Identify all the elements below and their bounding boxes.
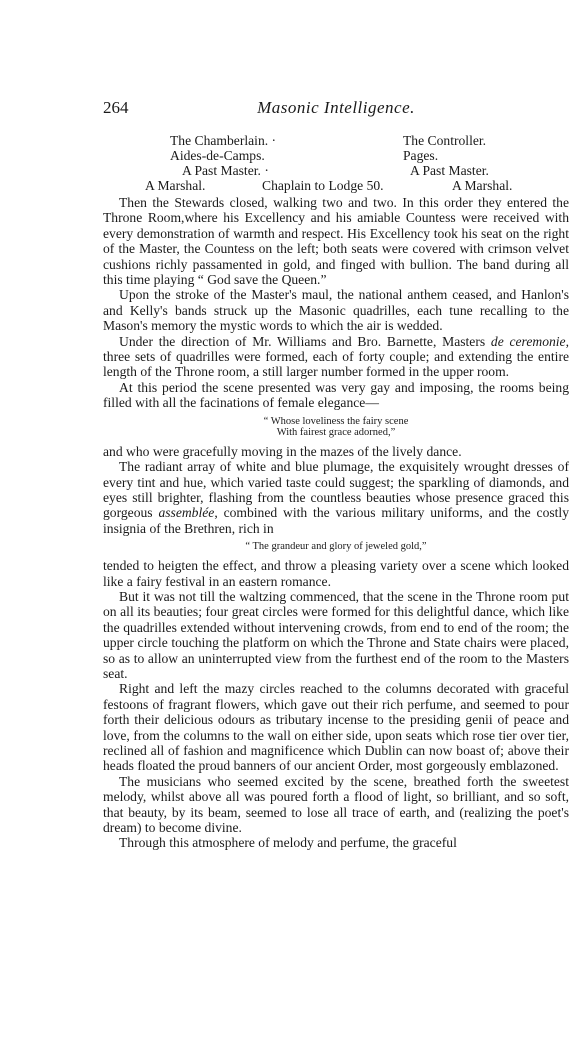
paragraph: Upon the stroke of the Master's maul, the national anthem ceased, and Hanlon's and Kelly's bands struck up the Masonic quadrilles, each tune recalling to the Mason's memory the mystic words to which the air is wedded.	[103, 287, 569, 334]
paragraph: and who were gracefully moving in the mazes of the lively dance.	[103, 443, 462, 459]
article-body	[103, 195, 569, 851]
verse-quote: “ Whose loveliness the fairy scene With fairest grace adorned,”	[263, 415, 409, 438]
verse-quote: “ The grandeur and glory of jeweled gold,”	[245, 541, 427, 553]
procession-center: Chaplain to Lodge 50.	[262, 178, 384, 193]
procession-right: The Controller.	[403, 133, 487, 148]
procession-right: A Marshal.	[452, 178, 513, 193]
procession-left: A Past Master. ·	[182, 163, 269, 178]
procession-left: The Chamberlain. ·	[170, 133, 277, 148]
paragraph: Through this atmosphere of melody and perfume, the graceful	[119, 835, 457, 851]
procession-row	[0, 178, 581, 195]
procession-left: A Marshal.	[145, 178, 206, 193]
running-title: Masonic Intelligence.	[257, 98, 415, 117]
paragraph: Under the direction of Mr. Williams and Bro. Barnette, Masters de ceremonie, three sets of quadrilles were formed, each of forty couple; and extending the entire length of the Throne room, a still larger number formed in the upper room.	[103, 333, 569, 380]
procession-left: Aides-de-Camps.	[170, 148, 265, 163]
procession-right: Pages.	[403, 148, 439, 163]
paragraph: The musicians who seemed excited by the scene, breathed forth the sweetest melody, whilst above all was poured forth a flood of light, so brilliant, and so soft, that beauty, by its beam, seemed to lose all trace of earth, and (realizing the poet's dream) to become divine.	[103, 773, 569, 836]
paragraph: Then the Stewards closed, walking two and two. In this order they entered the Throne Room,where his Excellency and his amiable Countess were received with every demonstration of warmth and respect. His Excellency took his seat on the right of the Master, the Countess on the left; both seats were covered with crimson velvet cushions richly passamented in gold, and finged with bullion. The band during all this time playing “ God save the Queen.”	[103, 195, 569, 288]
paragraph: The radiant array of white and blue plumage, the exquisitely wrought dresses of every tint and hue, which varied taste could suggest; the sparkling of diamonds, and eyes still brighter, flashing from the countless beauties whose presence graced this gorgeous assemblée, combined with the various military uniforms, and the costly insignia of the Brethren, rich in	[103, 459, 570, 536]
page-header	[103, 98, 569, 120]
page-number: 264	[103, 98, 129, 117]
italic-phrase: de ceremonie	[490, 333, 566, 349]
paragraph: Right and left the mazy circles reached to the columns decorated with graceful festoons of fragrant flowers, which gave out their rich perfume, and seemed to pour forth their delicious odours as tributary incense to the presiding genii of peace and love, from the columns to the wall on either side, upon seats which rose tier over tier, reclined all of fashion and magnificence which Dublin can now boast of; above their heads floated the proud banners of our ancient Order, most gorgeously emblazoned.	[103, 681, 569, 774]
paragraph: But it was not till the waltzing commenced, that the scene in the Throne room put on all its beauties; four great circles were formed for this delightful dance, which like the quadrilles extended without intervening crowds, from end to end of the room; the upper circle touching the platform on which the Throne and State chairs were placed, so as to allow an uninterrupted view from the furthest end of the room to the Masters seat.	[103, 588, 569, 681]
italic-word: assemblée	[158, 505, 215, 521]
paragraph: At this period the scene presented was very gay and imposing, the rooms being filled with all the facinations of female elegance—	[103, 379, 569, 411]
procession-right: A Past Master.	[410, 163, 489, 178]
paragraph: tended to heigten the effect, and throw a pleasing variety over a scene which looked like a fairy festival in an eastern romance.	[103, 558, 569, 589]
